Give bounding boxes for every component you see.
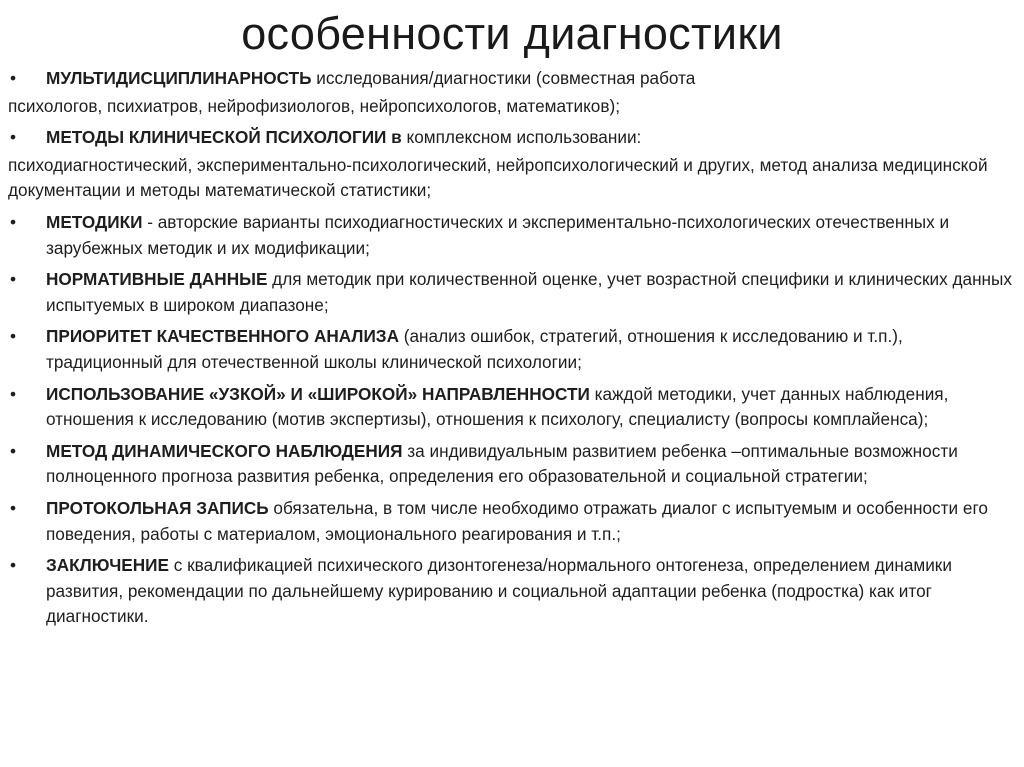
bullet-icon: • (10, 326, 17, 347)
item-heading: МЕТОДЫ КЛИНИЧЕСКОЙ ПСИХОЛОГИИ в (46, 127, 402, 148)
item-text: (анализ ошибок, стратегий, отношения к исследованию и т.п.), традиционный для отечественной школы клинической психологии; (46, 326, 903, 372)
item-continuation: психологов, психиатров, нейрофизиологов, нейропсихологов, математиков); (8, 95, 621, 116)
list-item (8, 66, 1018, 92)
item-text: исследования/диагностики (совместная работа (311, 68, 696, 88)
item-heading: МУЛЬТИДИСЦИПЛИНАРНОСТЬ (46, 68, 312, 88)
bullet-list (8, 66, 1018, 636)
item-text: для методик при количественной оценке, учет возрастной специфики и клинических данных испытуемых в широком диапазоне; (46, 269, 1012, 315)
list-item (8, 439, 1018, 490)
list-item (8, 382, 1018, 433)
bullet-icon: • (10, 127, 17, 148)
item-text: с квалификацией психического дизонтогенеза/нормального онтогенеза, определением динамики развития, рекомендации по дальнейшему курированию и социальной адаптации ребенка (подростка) как итог диагностики. (46, 555, 952, 627)
item-text: обязательна, в том числе необходимо отражать диалог с испытуемым и особенности его поведения, работы с материалом, эмоционального реагирования и т.п.; (46, 497, 988, 544)
item-heading: ПРИОРИТЕТ КАЧЕСТВЕННОГО АНАЛИЗА (46, 326, 399, 347)
item-heading: МЕТОДИКИ (46, 211, 143, 232)
bullet-icon: • (10, 497, 17, 518)
item-continuation: психодиагностический, экспериментально-психологический, нейропсихологический и других, метод анализа медицинской документации и методы математической статистики; (8, 154, 988, 201)
item-text: каждой методики, учет данных наблюдения, отношения к исследованию (мотив экспертизы), отношения к психологу, специалисту (вопросы комплайенса); (46, 383, 949, 430)
item-heading: МЕТОД ДИНАМИЧЕСКОГО НАБЛЮДЕНИЯ (46, 440, 403, 461)
list-item (8, 324, 1018, 375)
item-heading: ПРОТОКОЛЬНАЯ ЗАПИСЬ (46, 497, 269, 518)
list-item (8, 210, 1018, 261)
list-item (8, 267, 1018, 318)
item-heading: НОРМАТИВНЫЕ ДАННЫЕ (46, 269, 268, 290)
page-title: особенности диагностики (241, 8, 783, 59)
bullet-icon: • (10, 383, 17, 404)
item-heading: ЗАКЛЮЧЕНИЕ (46, 555, 169, 576)
bullet-icon: • (10, 68, 17, 88)
item-heading: ИСПОЛЬЗОВАНИЕ «УЗКОЙ» И «ШИРОКОЙ» НАПРАВЛЕННОСТИ (46, 383, 590, 404)
bullet-icon: • (10, 440, 17, 461)
bullet-icon: • (10, 269, 17, 290)
list-item (8, 125, 1018, 151)
list-item (8, 553, 1018, 630)
item-text: комплексном использовании: (401, 127, 642, 148)
item-text: за индивидуальным развитием ребенка –оптимальные возможности полноценного прогноза развития ребенка, определения его образовательной и социальной стратегии; (46, 440, 958, 487)
list-item (8, 496, 1018, 547)
bullet-icon: • (10, 555, 17, 576)
item-text: - авторские варианты психодиагностических и экспериментально-психологических отечественных и зарубежных методик и их модификации; (46, 211, 950, 258)
bullet-icon: • (10, 211, 17, 232)
